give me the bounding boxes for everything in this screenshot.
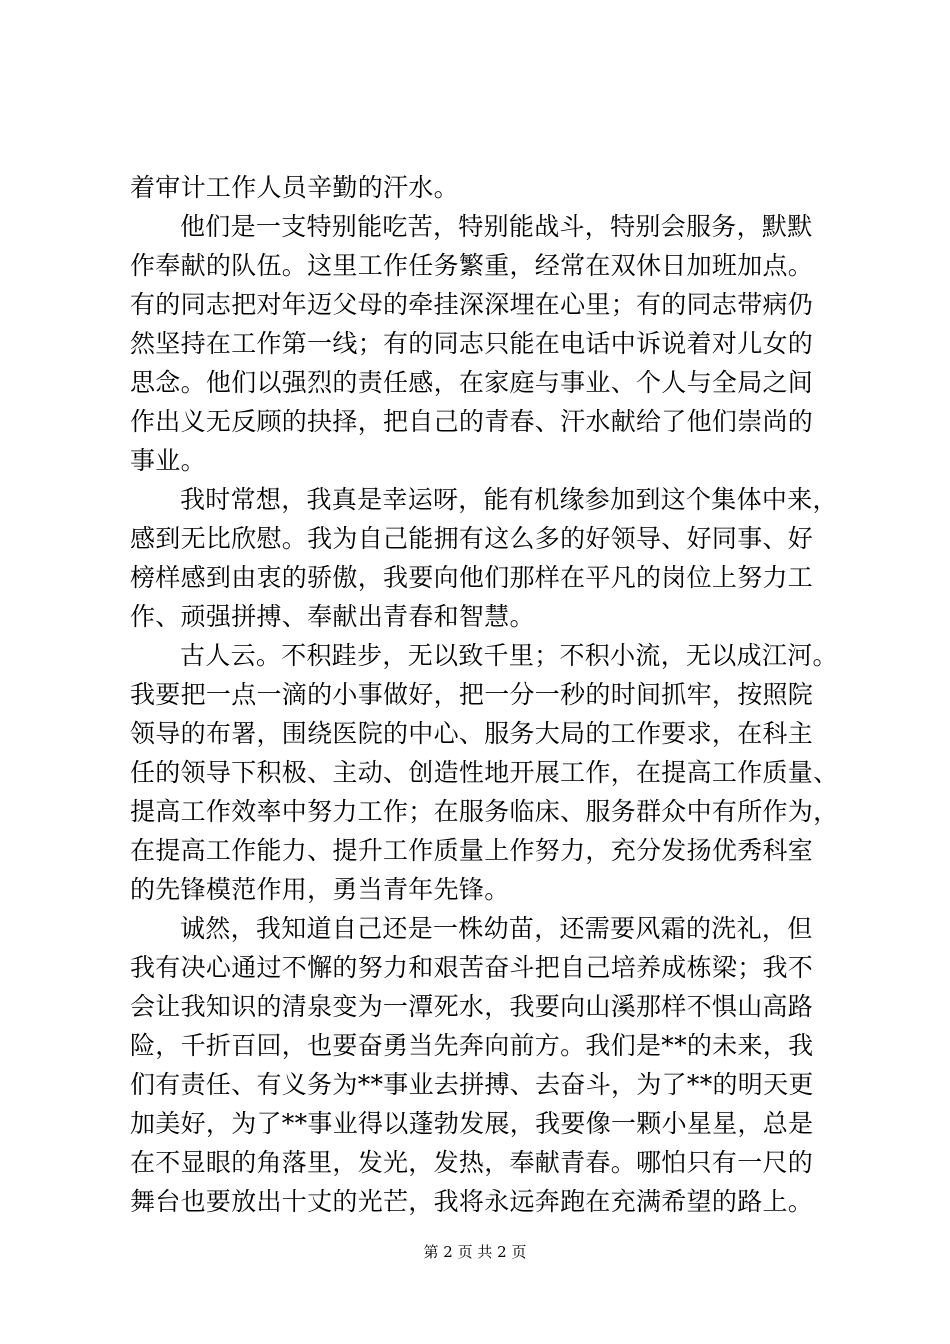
- paragraph-first-line: 诚然，我知道自己还是一株幼苗，还需要风霜的洗礼，但: [180, 914, 813, 943]
- text-line: 作奉献的队伍。这里工作任务繁重，经常在双休日加班加点。: [130, 251, 814, 280]
- paragraph-first-line: 我时常想，我真是幸运呀，能有机缘参加到这个集体中来，: [180, 485, 838, 514]
- text-line: 事业。: [130, 446, 206, 475]
- paragraph-first-line: 他们是一支特别能吃苦，特别能战斗，特别会服务，默默: [180, 212, 813, 241]
- text-line: 然坚持在工作第一线；有的同志只能在电话中诉说着对儿女的: [130, 329, 814, 358]
- text-line: 提高工作效率中努力工作；在服务临床、服务群众中有所作为，: [130, 797, 839, 826]
- text-line: 感到无比欣慰。我为自己能拥有这么多的好领导、好同事、好: [130, 524, 814, 553]
- paragraph-first-line: 古人云。不积跬步，无以致千里；不积小流，无以成江河。: [180, 641, 838, 670]
- text-line: 任的领导下积极、主动、创造性地开展工作，在提高工作质量、: [130, 758, 839, 787]
- document-body: [130, 168, 839, 1221]
- text-line: 加美好，为了**事业得以蓬勃发展，我要像一颗小星星，总是: [130, 1109, 814, 1138]
- text-line: 领导的布署，围绕医院的中心、服务大局的工作要求，在科主: [130, 719, 814, 748]
- text-line: 们有责任、有义务为**事业去拼搏、去奋斗，为了**的明天更: [130, 1070, 814, 1099]
- text-line: 在不显眼的角落里，发光，发热，奉献青春。哪怕只有一尺的: [130, 1148, 814, 1177]
- text-line: 会让我知识的清泉变为一潭死水，我要向山溪那样不惧山高路: [130, 992, 814, 1021]
- text-line: 在提高工作能力、提升工作质量上作努力，充分发扬优秀科室: [130, 836, 814, 865]
- text-line: 作出义无反顾的抉择，把自己的青春、汗水献给了他们崇尚的: [130, 407, 814, 436]
- text-line: 险，千折百回，也要奋勇当先奔向前方。我们是**的未来，我: [130, 1031, 814, 1060]
- text-line: 着审计工作人员辛勤的汗水。: [130, 173, 459, 202]
- page-footer: 第 2 页 共 2 页: [423, 1243, 527, 1261]
- text-line: 有的同志把对年迈父母的牵挂深深埋在心里；有的同志带病仍: [130, 290, 814, 319]
- text-line: 我有决心通过不懈的努力和艰苦奋斗把自己培养成栋梁；我不: [130, 953, 814, 982]
- text-line: 我要把一点一滴的小事做好，把一分一秒的时间抓牢，按照院: [130, 680, 814, 709]
- text-line: 榜样感到由衷的骄傲，我要向他们那样在平凡的岗位上努力工: [130, 563, 814, 592]
- text-line: 的先锋模范作用，勇当青年先锋。: [130, 875, 510, 904]
- text-line: 作、顽强拼搏、奉献出青春和智慧。: [130, 602, 535, 631]
- text-line: 思念。他们以强烈的责任感，在家庭与事业、个人与全局之间: [130, 368, 814, 397]
- text-line: 舞台也要放出十丈的光芒，我将永远奔跑在充满希望的路上。: [130, 1187, 814, 1216]
